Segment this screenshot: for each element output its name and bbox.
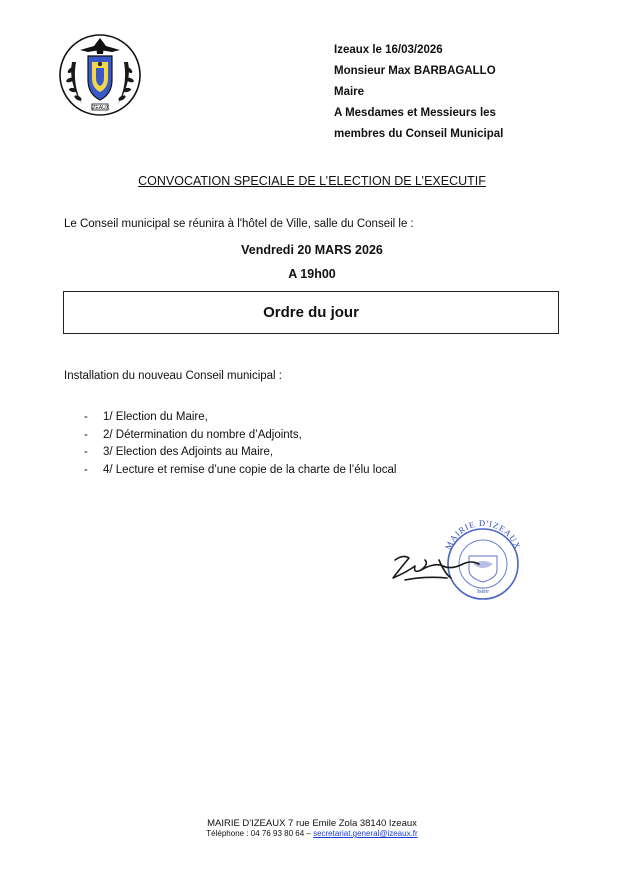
meeting-date: Vendredi 20 MARS 2026 <box>241 243 383 257</box>
meeting-time: A 19h00 <box>288 267 336 281</box>
signature <box>393 556 479 580</box>
agenda-heading: Ordre du jour <box>263 304 359 321</box>
intro-text: Le Conseil municipal se réunira à l'hôtel de Ville, salle du Conseil le : <box>64 218 414 230</box>
recipient-name: Monsieur Max BARBAGALLO <box>334 65 496 77</box>
agenda-item-text: 4/ Lecture et remise d’une copie de la charte de l’élu local <box>103 463 397 476</box>
installation-text: Installation du nouveau Conseil municipal : <box>64 370 282 382</box>
footer-phone: Téléphone : 04 76 93 80 64 – <box>206 829 314 838</box>
document-title: CONVOCATION SPECIALE DE L’ELECTION DE L’EXECUTIF <box>138 174 486 188</box>
agenda-list <box>84 409 396 479</box>
address-block <box>334 40 503 145</box>
agenda-item <box>84 462 396 480</box>
list-marker: - <box>84 446 88 458</box>
agenda-item-text: 3/ Election des Adjoints au Maire, <box>103 446 274 458</box>
list-marker: - <box>84 463 88 476</box>
official-stamp <box>443 520 523 599</box>
stamp-subtext: Isère <box>477 589 489 595</box>
coat-of-arms-logo <box>58 34 142 120</box>
footer-contact <box>0 829 624 838</box>
addressee-line-2: membres du Conseil Municipal <box>334 128 504 140</box>
agenda-item <box>84 427 396 445</box>
recipient-title: Maire <box>334 86 365 98</box>
agenda-item-text: 1/ Election du Maire, <box>103 411 208 423</box>
letter-date: Izeaux le 16/03/2026 <box>334 44 443 56</box>
addressee-line-1: A Mesdames et Messieurs les <box>334 107 496 119</box>
agenda-heading-box <box>63 291 559 334</box>
agenda-item <box>84 444 396 462</box>
list-marker: - <box>84 411 88 423</box>
list-marker: - <box>84 428 88 441</box>
footer-email-link[interactable]: secretariat.general@izeaux.fr <box>313 829 418 838</box>
signature-and-stamp <box>385 520 535 600</box>
agenda-item <box>84 409 396 427</box>
svg-text:MAIRIE D'IZEAUX <box>443 520 523 551</box>
logo-label: IZEAUX <box>90 105 110 111</box>
footer-address: MAIRIE D'IZEAUX 7 rue Emile Zola 38140 Izeaux <box>207 818 417 829</box>
stamp-text: MAIRIE D'IZEAUX <box>442 520 524 551</box>
agenda-item-text: 2/ Détermination du nombre d’Adjoints, <box>103 428 302 441</box>
